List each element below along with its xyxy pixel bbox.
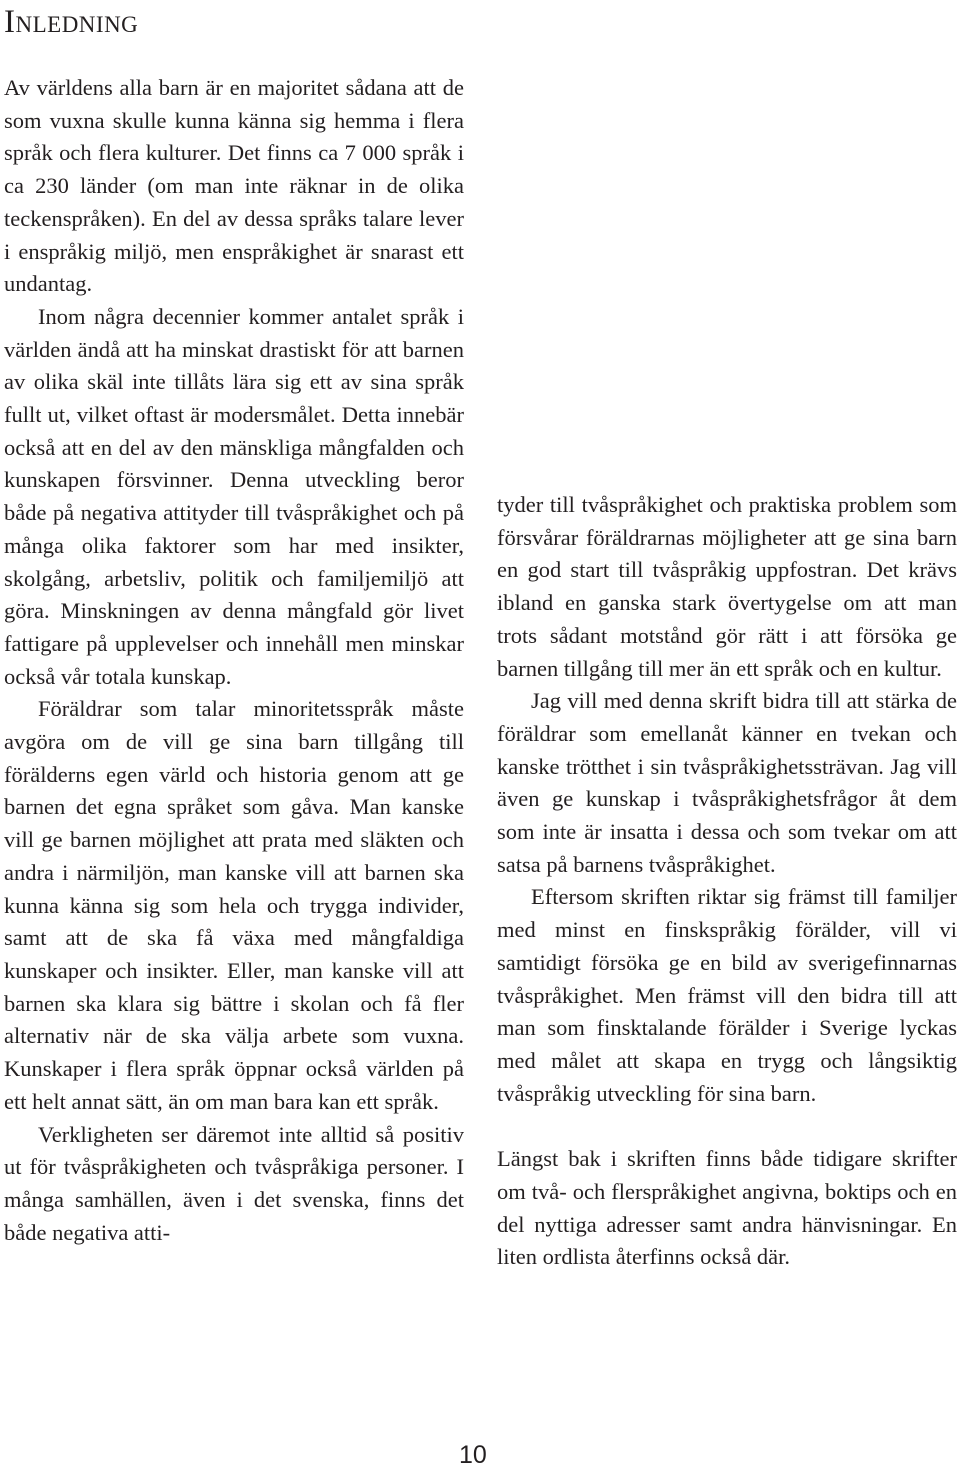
paragraph: Längst bak i skriften finns både tidigare skrifter om två- och flerspråkighet angivna, boktips och en del nyttiga adresser samt andra hänvisningar. En liten ordlista återfinns också där. — [497, 1146, 957, 1270]
paragraph: Av världens alla barn är en majoritet sådana att de som vuxna skulle kunna känna sig hemma i flera språk och flera kulturer. Det finns ca 7 000 språk i ca 230 länder (om man inte räknar in de olika teckenspråken). En del av dessa språks talare lever i enspråkig miljö, men enspråkighet är snarast ett undantag. — [4, 75, 464, 297]
page-heading: Inledning — [4, 4, 139, 40]
paragraph: Inom några decennier kommer antalet språk i världen ändå att ha minskat drastiskt för att barnen av olika skäl inte tillåts lära sig ett av sina språk fullt ut, vilket oftast är modersmålet. Detta innebär också att en del av den mänskliga mångfalden och kunskapen försvinner. Denna utveckling beror både på negativa attityder till tvåspråkighet och på många olika faktorer som har med insikter, skolgång, arbetsliv, politik och familjemiljö att göra. Minskningen av denna mångfald gör livet fattigare på upplevelser och innehåll men minskar också vår totala kunskap. — [4, 303, 464, 689]
paragraph: tyder till tvåspråkighet och praktiska problem som försvårar föräldrarnas möjligheter att ge sina barn en god start till tvåspråkig uppfostran. Det krävs ibland en ganska stark övertygelse om att man trots sådant motstånd gör rätt i att försöka ge barnen tillgång till mer än ett språk och en kultur. — [497, 492, 957, 681]
page-number: 10 — [459, 1441, 487, 1469]
left-text-column — [4, 72, 464, 1249]
paragraph: Föräldrar som talar minoritetsspråk måste avgöra om de vill ge sina barn tillgång till förälderns egen värld och historia genom att ge barnen det egna språket som gåva. Man kanske vill ge barnen möjlighet att prata med släkten och andra i närmiljön, man kanske vill att barnen ska kunna känna sig som hela och trygga individer, samt att de ska få växa med mångfaldiga kunskaper och insikter. Eller, man kanske vill att barnen ska klara sig bättre i skolan och få fler alternativ när de ska välja arbete som vuxna. Kunskaper i flera språk öppnar också världen på ett helt annat sätt, än om man bara kan ett språk. — [4, 696, 464, 1114]
paragraph: Jag vill med denna skrift bidra till att stärka de föräldrar som emellanåt känner en tvekan och kanske trötthet i sin tvåspråkighetssträvan. Jag vill även ge kunskap i tvåspråkighetsfrågor åt dem som inte är insatta i dessa och som tvekar om att satsa på barnens tvåspråkighet. — [497, 688, 957, 877]
right-text-column — [497, 489, 957, 1274]
paragraph: Eftersom skriften riktar sig främst till familjer med minst en finskspråkig förälder, vill vi samtidigt försöka ge en bild av sverigefinnarnas tvåspråkighet. Men främst vill den bidra till att man som finsktalande förälder i Sverige lyckas med målet att skapa en trygg och långsiktig tvåspråkig utveckling för sina barn. — [497, 884, 957, 1106]
paragraph: Verkligheten ser däremot inte alltid så positiv ut för tvåspråkigheten och tvåspråkiga personer. I många samhällen, även i det svenska, finns det både negativa atti- — [4, 1121, 464, 1245]
